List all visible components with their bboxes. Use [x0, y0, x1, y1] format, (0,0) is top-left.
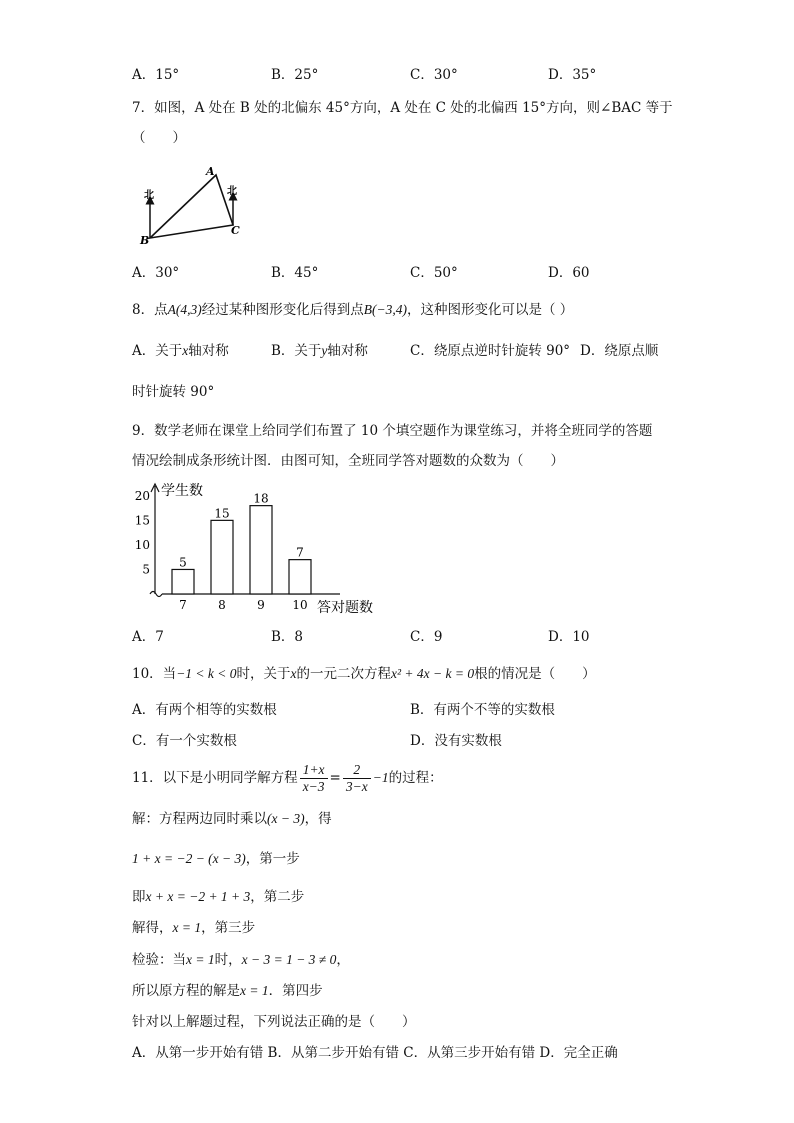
q11-question: 11．以下是小明同学解方程 $\frac{1+x}{x-3}$ = $\frac{2}{3-x}$ −1的过程： — [132, 762, 443, 794]
bar-value-label-7: 5 — [179, 555, 187, 570]
label-b: B — [140, 234, 150, 247]
q8-option-d: D．绕原点顺 — [580, 343, 659, 359]
x-tick-label-9: 9 — [257, 598, 265, 612]
north-label-c: 北 — [227, 186, 237, 197]
q7-option-b: B．45° — [271, 265, 319, 281]
q9-option-a: A．7 — [132, 629, 164, 645]
q10-option-b: B．有两个不等的实数根 — [410, 702, 555, 718]
q11-step-multiply: 解：方程两边同时乘以(x − 3)，得 — [132, 811, 332, 827]
q10-question: 10．当−1 < k < 0时，关于x的一元二次方程x² + 4x − k = 0根的情况是（ ） — [132, 666, 596, 682]
q6-option-a: A．15° — [132, 67, 180, 83]
q11-options: A．从第一步开始有错 B．从第二步开始有错 C．从第三步开始有错 D．完全正确 — [132, 1045, 618, 1061]
q11-step-3: 解得，x = 1，第三步 — [132, 920, 256, 936]
q11-check: 检验：当x = 1时，x − 3 = 1 − 3 ≠ 0， — [132, 952, 350, 968]
q10-option-c: C．有一个实数根 — [132, 733, 237, 749]
label-a: A — [206, 165, 215, 178]
y-axis-label: 学生数 — [161, 483, 203, 499]
q6-option-c: C．30° — [410, 67, 458, 83]
fraction-1: $\frac{1+x}{x-3}$ — [300, 762, 328, 795]
q7-question-line2: （ ） — [132, 130, 186, 146]
q11-step-4: 所以原方程的解是x = 1．第四步 — [132, 983, 323, 999]
label-c: C — [231, 224, 240, 237]
y-tick-label-20: 20 — [134, 488, 150, 503]
y-tick-label-5: 5 — [142, 562, 150, 577]
y-tick-label-10: 10 — [134, 537, 150, 552]
q10-option-a: A．有两个相等的实数根 — [132, 702, 277, 718]
x-tick-label-7: 7 — [179, 598, 187, 612]
q9-option-c: C．9 — [410, 629, 443, 645]
q7-figure — [138, 160, 258, 250]
x-tick-label-8: 8 — [218, 598, 226, 612]
q7-question-line1: 7．如图，A 处在 B 处的北偏东 45°方向，A 处在 C 处的北偏西 15°方向，则∠BAC 等于 — [132, 100, 673, 116]
q8-option-d-continued: 时针旋转 90° — [132, 384, 215, 400]
q8-option-a: A．关于x轴对称 — [132, 343, 229, 359]
bar-value-label-9: 18 — [253, 491, 269, 506]
north-label-b: 北 — [144, 190, 154, 201]
q11-step-1: 1 + x = −2 − (x − 3)，第一步 — [132, 851, 300, 867]
q9-option-b: B．8 — [271, 629, 304, 645]
q8-option-b: B．关于y轴对称 — [271, 343, 368, 359]
axis-break — [150, 592, 162, 597]
q7-option-a: A．30° — [132, 265, 180, 281]
q7-option-c: C．50° — [410, 265, 458, 281]
q10-option-d: D．没有实数根 — [410, 733, 502, 749]
q9-question-line1: 9．数学老师在课堂上给同学们布置了 10 个填空题作为课堂练习，并将全班同学的答题 — [132, 423, 653, 439]
bar-value-label-8: 15 — [214, 506, 230, 521]
x-tick-label-10: 10 — [292, 598, 308, 612]
q6-option-d: D．35° — [548, 67, 597, 83]
q9-bar-chart — [130, 478, 390, 618]
q9-question-line2: 情况绘制成条形统计图．由图可知，全班同学答对题数的众数为（ ） — [132, 453, 564, 469]
fraction-2: $\frac{2}{3-x}$ — [343, 762, 371, 795]
q9-option-d: D．10 — [548, 629, 590, 645]
q8-question: 8．点A(4,3)经过某种图形变化后得到点B(−3,4)，这种图形变化可以是（ ） — [132, 302, 574, 318]
bar-7 — [172, 569, 194, 594]
y-tick-label-15: 15 — [134, 513, 150, 528]
q7-option-d: D．60 — [548, 265, 590, 281]
bar-value-label-10: 7 — [296, 545, 304, 560]
bar-10 — [289, 560, 311, 594]
triangle-abc — [150, 175, 233, 238]
bar-9 — [250, 506, 272, 594]
x-axis-label: 答对题数 — [317, 600, 373, 616]
bar-8 — [211, 520, 233, 594]
q11-question-prompt: 针对以上解题过程，下列说法正确的是（ ） — [132, 1014, 416, 1030]
q6-option-b: B．25° — [271, 67, 319, 83]
q11-step-2: 即x + x = −2 + 1 + 3，第二步 — [132, 889, 305, 905]
q8-option-c: C．绕原点逆时针旋转 90° — [410, 343, 571, 359]
